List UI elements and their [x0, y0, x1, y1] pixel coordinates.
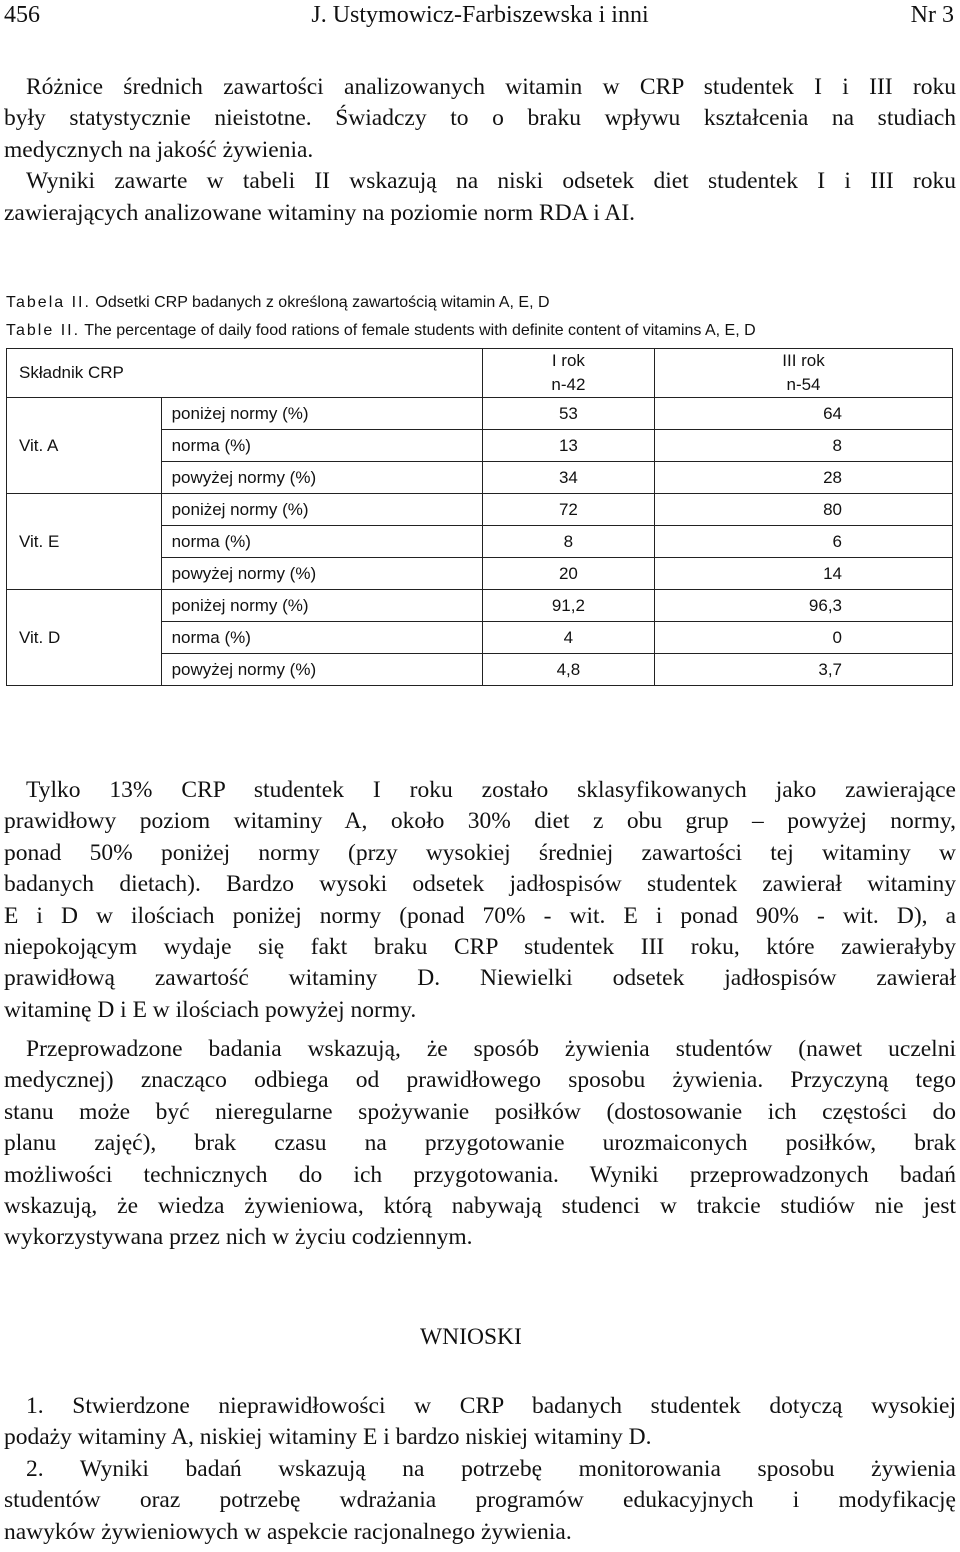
text-line: studentów oraz potrzebę wdrażania programów edukacyjnych i modyfikację: [4, 1487, 956, 1514]
text-line: ponad 50% poniżej normy (przy wysokiej średniej zawartości tej witaminy w: [4, 839, 956, 866]
table-row: [7, 590, 953, 622]
value-third-year: 64: [655, 398, 953, 430]
header-first-year-label: I rok: [551, 351, 585, 370]
row-label: poniżej normy (%): [161, 398, 482, 430]
row-label: poniżej normy (%): [161, 590, 482, 622]
page-header: [0, 0, 960, 40]
text-line: były statystycznie nieistotne. Świadczy to o braku wpływu kształcenia na studiach: [4, 105, 956, 132]
value-first-year: 34: [482, 462, 654, 494]
header-third-year: [655, 349, 953, 398]
text-line: prawidłowy poziom witaminy A, około 30% diet z obu grup – powyżej normy,: [4, 808, 956, 835]
row-label: norma (%): [161, 430, 482, 462]
value-third-year: 8: [655, 430, 953, 462]
value-first-year: 20: [482, 558, 654, 590]
value-first-year: 4,8: [482, 654, 654, 686]
value-first-year: 91,2: [482, 590, 654, 622]
text-line: wykorzystywana przez nich w życiu codziennym.: [4, 1224, 473, 1251]
text-line: prawidłową zawartość witaminy D. Niewielki odsetek jadłospisów zawierał: [4, 965, 956, 992]
page-number: 456: [4, 2, 40, 28]
table-title-pl: Odsetki CRP badanych z określoną zawartością witamin A, E, D: [95, 294, 550, 311]
value-third-year: 96,3: [655, 590, 953, 622]
results-paragraph: [4, 775, 956, 1026]
text-line: medycznych na jakość żywienia.: [4, 136, 314, 163]
table-caption-pl: [6, 292, 550, 314]
running-title-authors: J. Ustymowicz-Farbiszewska i inni: [311, 2, 649, 28]
table-row: [7, 398, 953, 430]
header-first-year-n: n-42: [551, 375, 586, 394]
value-third-year: 14: [655, 558, 953, 590]
text-line: planu zajęć), brak czasu na przygotowanie urozmaiconych posiłków, brak: [4, 1130, 956, 1157]
text-line: badanych dietach). Bardzo wysoki odsetek jadłospisów studentek zawierał witaminy: [4, 871, 956, 898]
value-third-year: 6: [655, 526, 953, 558]
text-line: nawyków żywieniowych w aspekcie racjonalnego żywienia.: [4, 1518, 572, 1545]
value-third-year: 3,7: [655, 654, 953, 686]
text-line: E i D w ilościach poniżej normy (ponad 70% - wit. E i ponad 90% - wit. D), a: [4, 902, 956, 929]
text-line: Wyniki zawarte w tabeli II wskazują na niski odsetek diet studentek I i III roku: [26, 168, 956, 195]
vitamin-a-cell: Vit. A: [7, 398, 162, 494]
value-first-year: 53: [482, 398, 654, 430]
text-line: 1. Stwierdzone nieprawidłowości w CRP badanych studentek dotyczą wysokiej: [26, 1393, 956, 1419]
row-label: powyżej normy (%): [161, 462, 482, 494]
value-first-year: 4: [482, 622, 654, 654]
vitamin-table: [6, 348, 953, 686]
text-line: 2. Wyniki badań wskazują na potrzebę monitorowania sposobu żywienia: [26, 1455, 956, 1482]
row-label: powyżej normy (%): [161, 558, 482, 590]
row-label: poniżej normy (%): [161, 494, 482, 526]
text-line: stanu może być nieregularne spożywanie posiłków (dostosowanie ich częstości do: [4, 1098, 956, 1125]
text-line: witaminę D i E w ilościach powyżej normy.: [4, 996, 417, 1023]
row-label: norma (%): [161, 526, 482, 558]
issue-number: Nr 3: [910, 2, 954, 28]
text-line: Różnice średnich zawartości analizowanych witamin w CRP studentek I i III roku: [26, 74, 956, 100]
value-first-year: 8: [482, 526, 654, 558]
text-line: Tylko 13% CRP studentek I roku zostało sklasyfikowanych jako zawierające: [26, 777, 956, 803]
value-third-year: 0: [655, 622, 953, 654]
discussion-paragraph: [4, 1034, 956, 1254]
text-line: niepokojącym wydaje się fakt braku CRP studentek III roku, które zawierałyby: [4, 934, 956, 961]
conclusion-item: [4, 1391, 956, 1454]
table-title-en: The percentage of daily food rations of female students with definite content of vitamins A, E, D: [84, 322, 756, 339]
value-third-year: 28: [655, 462, 953, 494]
conclusions-heading: WNIOSKI: [420, 1324, 522, 1350]
table-label-en: Table II.: [6, 322, 81, 339]
vitamin-d-cell: Vit. D: [7, 590, 162, 686]
text-line: medycznej) znacząco odbiega od prawidłowego sposobu żywienia. Przyczyną tego: [4, 1067, 956, 1094]
header-component: Składnik CRP: [7, 349, 483, 398]
text-line: Przeprowadzone badania wskazują, że sposób żywienia studentów (nawet uczelni: [26, 1036, 956, 1062]
table-row: [7, 494, 953, 526]
header-third-year-label: III rok: [782, 351, 825, 370]
value-third-year: 80: [655, 494, 953, 526]
intro-paragraph: [4, 72, 956, 229]
row-label: powyżej normy (%): [161, 654, 482, 686]
text-line: możliwości technicznych do ich przygotowania. Wyniki przeprowadzonych badań: [4, 1161, 956, 1188]
text-line: wskazują, że wiedza żywieniowa, którą nabywają studenci w trakcie studiów nie jest: [4, 1193, 956, 1220]
table-header-row: [7, 349, 953, 398]
table-caption-en: [6, 320, 756, 342]
header-first-year: [482, 349, 654, 398]
value-first-year: 72: [482, 494, 654, 526]
text-line: podaży witaminy A, niskiej witaminy E i bardzo niskiej witaminy D.: [4, 1424, 652, 1451]
table-label-pl: Tabela II.: [6, 294, 91, 311]
conclusions-list: [4, 1391, 956, 1548]
value-first-year: 13: [482, 430, 654, 462]
header-third-year-n: n-54: [786, 375, 821, 394]
vitamin-e-cell: Vit. E: [7, 494, 162, 590]
conclusion-item: [4, 1454, 956, 1548]
row-label: norma (%): [161, 622, 482, 654]
text-line: zawierających analizowane witaminy na poziomie norm RDA i AI.: [4, 199, 636, 226]
